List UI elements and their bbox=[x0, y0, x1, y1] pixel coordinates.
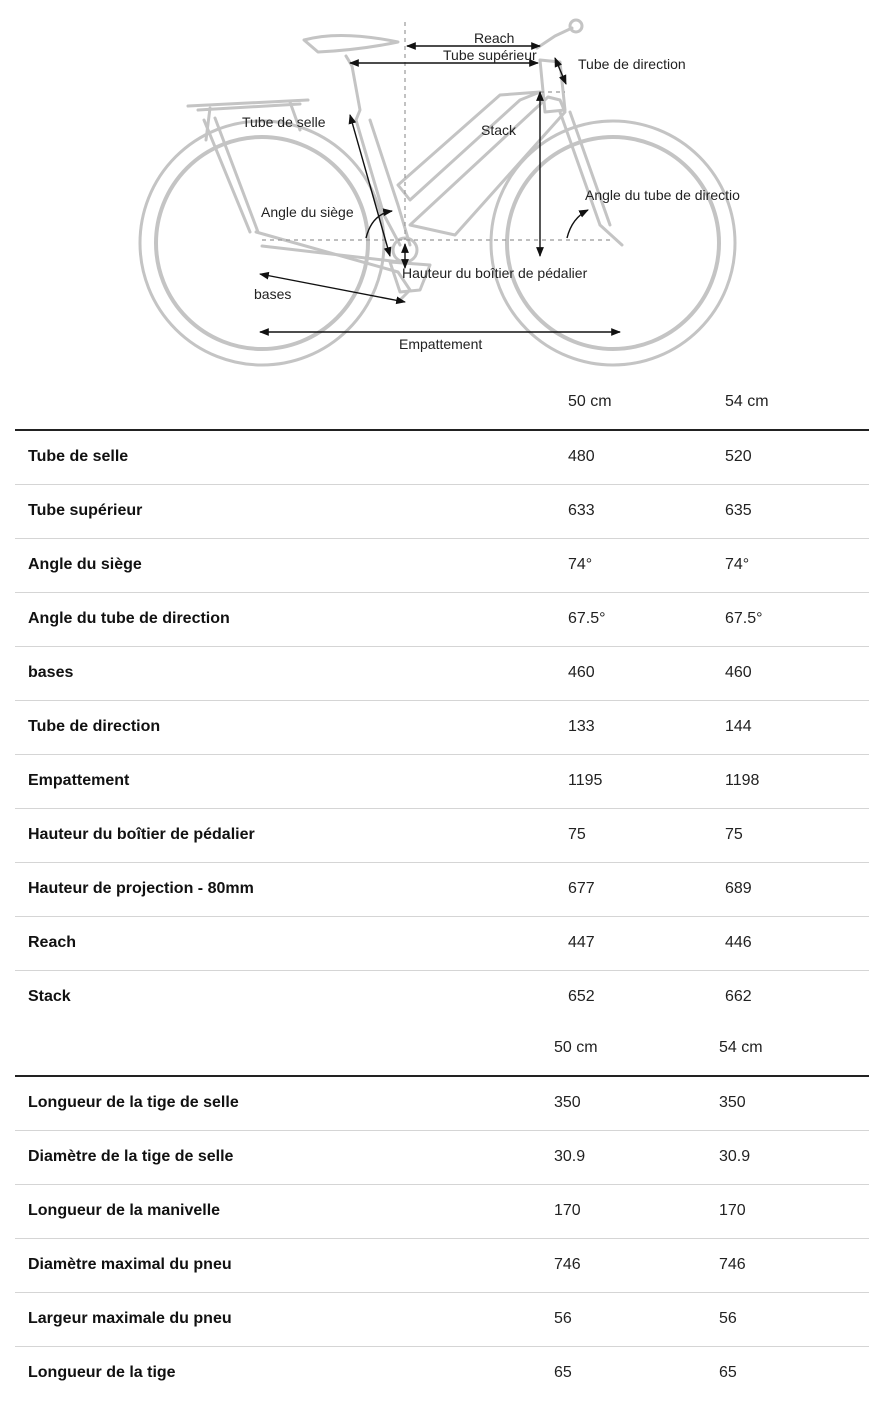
head-tube-label: Tube de direction bbox=[578, 56, 686, 72]
cell-value: 350 bbox=[554, 1094, 581, 1111]
cell-value: 133 bbox=[568, 718, 595, 735]
cell-value: 1198 bbox=[725, 772, 760, 789]
size-header: 54 cm bbox=[725, 393, 769, 410]
cell-value: 520 bbox=[725, 448, 752, 465]
cell-value: 635 bbox=[725, 502, 752, 519]
cell-value: 1195 bbox=[568, 772, 603, 789]
cell-value: 75 bbox=[568, 826, 586, 843]
cell-value: 65 bbox=[554, 1364, 572, 1381]
cell-value: 633 bbox=[568, 502, 595, 519]
row-label: Diamètre de la tige de selle bbox=[28, 1148, 234, 1165]
row-label: Diamètre maximal du pneu bbox=[28, 1256, 232, 1273]
table-row bbox=[15, 1185, 869, 1239]
chainstay-label: bases bbox=[254, 286, 292, 302]
row-label: Angle du tube de direction bbox=[28, 610, 230, 627]
row-label: Tube de direction bbox=[28, 718, 161, 735]
cell-value: 460 bbox=[725, 664, 752, 681]
size-header: 54 cm bbox=[719, 1039, 763, 1056]
cell-value: 30.9 bbox=[554, 1148, 586, 1165]
table-row bbox=[15, 1239, 869, 1293]
row-label: Tube de selle bbox=[28, 448, 129, 465]
wheelbase-label: Empattement bbox=[399, 336, 483, 352]
table-row bbox=[15, 593, 869, 647]
bike-illustration bbox=[0, 0, 881, 375]
table-row bbox=[15, 485, 869, 539]
row-label: Hauteur du boîtier de pédalier bbox=[28, 826, 255, 843]
table-row bbox=[15, 917, 869, 971]
cell-value: 460 bbox=[568, 664, 595, 681]
row-label: Hauteur de projection - 80mm bbox=[28, 880, 254, 897]
table-header bbox=[15, 1024, 869, 1077]
row-label: Longueur de la manivelle bbox=[28, 1202, 221, 1219]
table-row bbox=[15, 431, 869, 485]
cell-value: 170 bbox=[554, 1202, 581, 1219]
cell-value: 67.5° bbox=[725, 610, 763, 627]
cell-value: 74° bbox=[725, 556, 750, 573]
cell-value: 746 bbox=[719, 1256, 746, 1273]
top-tube-label: Tube supérieur bbox=[443, 47, 537, 63]
cell-value: 652 bbox=[568, 988, 595, 1005]
table-row bbox=[15, 1293, 869, 1347]
row-label: Empattement bbox=[28, 772, 130, 789]
row-label: Largeur maximale du pneu bbox=[28, 1310, 232, 1327]
row-label: Longueur de la tige de selle bbox=[28, 1094, 239, 1111]
row-label: Stack bbox=[28, 988, 71, 1005]
table-header bbox=[15, 378, 869, 431]
cell-value: 480 bbox=[568, 448, 595, 465]
row-label: bases bbox=[28, 664, 74, 681]
head-angle-arc bbox=[567, 210, 588, 238]
row-label: Reach bbox=[28, 934, 77, 951]
cell-value: 447 bbox=[568, 934, 595, 951]
geometry-diagram bbox=[0, 0, 881, 375]
cell-value: 677 bbox=[568, 880, 595, 897]
bb-height-label: Hauteur du boîtier de pédalier bbox=[402, 265, 588, 281]
seat-tube-label: Tube de selle bbox=[242, 114, 326, 130]
table-row bbox=[15, 1077, 869, 1131]
table-row bbox=[15, 1131, 869, 1185]
cell-value: 662 bbox=[725, 988, 752, 1005]
rear-wheel bbox=[140, 121, 384, 365]
cell-value: 75 bbox=[725, 826, 743, 843]
seat-tube-arrow bbox=[350, 115, 390, 256]
cell-value: 56 bbox=[554, 1310, 572, 1327]
cell-value: 56 bbox=[719, 1310, 737, 1327]
size-header: 50 cm bbox=[568, 393, 612, 410]
front-wheel bbox=[491, 121, 735, 365]
table-row bbox=[15, 539, 869, 593]
row-label: Angle du siège bbox=[28, 556, 142, 573]
cell-value: 65 bbox=[719, 1364, 737, 1381]
reach-label: Reach bbox=[474, 30, 515, 46]
cell-value: 446 bbox=[725, 934, 752, 951]
table-row bbox=[15, 809, 869, 863]
seat-angle-label: Angle du siège bbox=[261, 204, 354, 220]
table-row bbox=[15, 647, 869, 701]
cell-value: 67.5° bbox=[568, 610, 606, 627]
table-row bbox=[15, 971, 869, 1024]
table-row bbox=[15, 863, 869, 917]
cell-value: 144 bbox=[725, 718, 752, 735]
table-row bbox=[15, 755, 869, 809]
size-header: 50 cm bbox=[554, 1039, 598, 1056]
row-label: Tube supérieur bbox=[28, 502, 143, 519]
cell-value: 74° bbox=[568, 556, 593, 573]
components-table bbox=[15, 1024, 869, 1400]
stack-label: Stack bbox=[481, 122, 517, 138]
row-label: Longueur de la tige bbox=[28, 1364, 176, 1381]
head-angle-label: Angle du tube de directio bbox=[585, 187, 740, 203]
cell-value: 170 bbox=[719, 1202, 746, 1219]
cell-value: 350 bbox=[719, 1094, 746, 1111]
cell-value: 689 bbox=[725, 880, 752, 897]
cell-value: 30.9 bbox=[719, 1148, 751, 1165]
geometry-table bbox=[15, 378, 869, 1024]
cell-value: 746 bbox=[554, 1256, 581, 1273]
table-row bbox=[15, 701, 869, 755]
table-row bbox=[15, 1347, 869, 1400]
